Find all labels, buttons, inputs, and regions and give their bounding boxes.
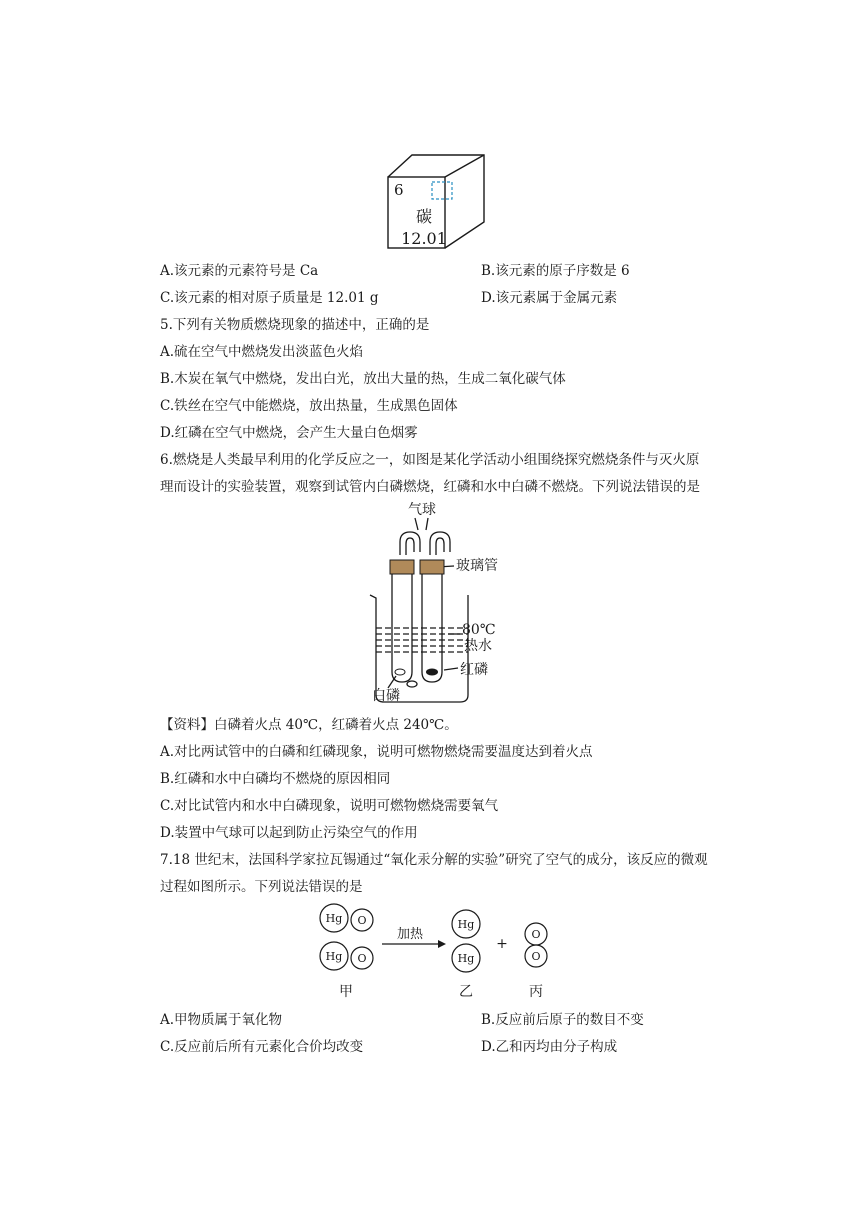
q6-option-a: A.对比两试管中的白磷和红磷现象，说明可燃物燃烧需要温度达到着火点 — [160, 744, 593, 760]
q4-option-c: C.该元素的相对原子质量是 12.01 g — [160, 290, 379, 306]
q7-stem-line2: 过程如图所示。下列说法错误的是 — [160, 879, 363, 895]
q4-option-d: D.该元素属于金属元素 — [481, 290, 618, 306]
temperature-label: 80℃ — [462, 622, 496, 638]
label-jia: 甲 — [339, 984, 353, 1000]
q5-stem: 5.下列有关物质燃烧现象的描述中，正确的是 — [160, 317, 430, 333]
jia-hg-2: Hg — [325, 950, 343, 963]
plus-sign: + — [496, 936, 508, 952]
jia-o-1: O — [357, 914, 367, 927]
q7-option-d: D.乙和丙均由分子构成 — [481, 1039, 618, 1055]
red-phosphorus-label: 红磷 — [460, 662, 488, 678]
jia-hg-1: Hg — [325, 912, 343, 925]
label-yi: 乙 — [459, 984, 473, 1000]
element-card-figure — [380, 150, 490, 252]
q6-material: 【资料】白磷着火点 40℃，红磷着火点 240℃。 — [160, 717, 458, 733]
element-atomic-number: 6 — [394, 181, 404, 199]
element-atomic-mass: 12.01 — [401, 229, 447, 248]
q6-option-c: C.对比试管内和水中白磷现象，说明可燃物燃烧需要氧气 — [160, 798, 499, 814]
combustion-apparatus-figure — [360, 500, 520, 710]
q5-option-b: B.木炭在氧气中燃烧，发出白光，放出大量的热，生成二氧化碳气体 — [160, 371, 566, 387]
q4-option-b: B.该元素的原子序数是 6 — [481, 263, 630, 279]
glass-tube-label: 玻璃管 — [456, 558, 498, 574]
q6-option-d: D.装置中气球可以起到防止污染空气的作用 — [160, 825, 418, 841]
bing-o-2: O — [531, 950, 541, 963]
q7-stem-line1: 7.18 世纪末，法国科学家拉瓦锡通过“氧化汞分解的实验”研究了空气的成分，该反应的微观 — [160, 852, 708, 868]
q7-option-b: B.反应前后原子的数目不变 — [481, 1012, 644, 1028]
hot-water-label: 热水 — [464, 638, 492, 654]
element-name: 碳 — [415, 207, 433, 226]
yi-hg-1: Hg — [457, 918, 475, 931]
q6-stem-line2: 理而设计的实验装置，观察到试管内白磷燃烧，红磷和水中白磷不燃烧。下列说法错误的是 — [160, 479, 700, 495]
balloon-label: 气球 — [408, 502, 436, 518]
reaction-microscopic-figure — [310, 900, 570, 1002]
jia-o-2: O — [357, 952, 367, 965]
q6-option-b: B.红磷和水中白磷均不燃烧的原因相同 — [160, 771, 391, 787]
q5-option-d: D.红磷在空气中燃烧，会产生大量白色烟雾 — [160, 425, 418, 441]
q7-option-c: C.反应前后所有元素化合价均改变 — [160, 1039, 364, 1055]
q6-stem-line1: 6.燃烧是人类最早利用的化学反应之一，如图是某化学活动小组围绕探究燃烧条件与灭火原 — [160, 452, 700, 468]
yi-hg-2: Hg — [457, 952, 475, 965]
q4-option-a: A.该元素的元素符号是 Ca — [160, 263, 319, 279]
bing-o-1: O — [531, 928, 541, 941]
q5-option-c: C.铁丝在空气中能燃烧，放出热量，生成黑色固体 — [160, 398, 458, 414]
q7-option-a: A.甲物质属于氧化物 — [160, 1012, 283, 1028]
reaction-condition: 加热 — [396, 927, 424, 942]
q5-option-a: A.硫在空气中燃烧发出淡蓝色火焰 — [160, 344, 364, 360]
white-phosphorus-label: 白磷 — [372, 688, 400, 704]
label-bing: 丙 — [529, 984, 543, 1000]
